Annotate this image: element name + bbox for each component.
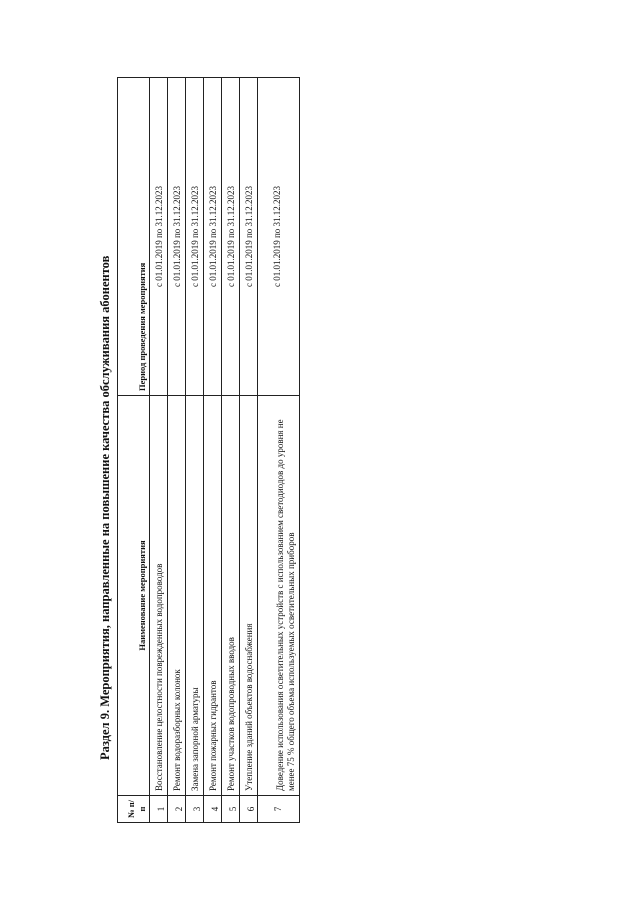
row-number: 1 <box>150 796 168 823</box>
row-name: Ремонт водоразборных колонок <box>168 396 186 796</box>
row-number: 2 <box>168 796 186 823</box>
table-row <box>240 78 258 823</box>
header-number: № п/п <box>118 796 150 823</box>
row-period: с 01.01.2019 по 31.12.2023 <box>240 78 258 396</box>
row-period: с 01.01.2019 по 31.12.2023 <box>150 78 168 396</box>
row-period: с 01.01.2019 по 31.12.2023 <box>168 78 186 396</box>
row-period: с 01.01.2019 по 31.12.2023 <box>204 78 222 396</box>
row-number: 7 <box>258 796 300 823</box>
table-row <box>204 78 222 823</box>
row-period: с 01.01.2019 по 31.12.2023 <box>258 78 300 396</box>
row-period: с 01.01.2019 по 31.12.2023 <box>222 78 240 396</box>
row-name: Восстановление целостности поврежденных водопроводов <box>150 396 168 796</box>
row-period: с 01.01.2019 по 31.12.2023 <box>186 78 204 396</box>
row-number: 6 <box>240 796 258 823</box>
row-name: Замена запорной арматуры <box>186 396 204 796</box>
row-name: Ремонт пожарных гидрантов <box>204 396 222 796</box>
table-row <box>258 78 300 823</box>
measures-table <box>117 77 300 823</box>
table-row <box>186 78 204 823</box>
header-period: Период проведения мероприятия <box>118 78 150 396</box>
row-name: Утепление зданий объектов водоснабжения <box>240 396 258 796</box>
row-name: Ремонт участков водопроводных вводов <box>222 396 240 796</box>
table-header-row <box>118 78 150 823</box>
row-number: 3 <box>186 796 204 823</box>
row-name: Доведение использования осветительных устройств с использованием светодиодов до уровня не менее 75 % общего объема используемых осветительных приборов <box>258 396 300 796</box>
row-number: 4 <box>204 796 222 823</box>
table-row <box>222 78 240 823</box>
section-title: Раздел 9. Мероприятия, направленные на повышение качества обслуживания абонентов <box>98 255 112 760</box>
table-row <box>150 78 168 823</box>
table-row <box>168 78 186 823</box>
row-number: 5 <box>222 796 240 823</box>
header-name: Наименование мероприятия <box>118 396 150 796</box>
